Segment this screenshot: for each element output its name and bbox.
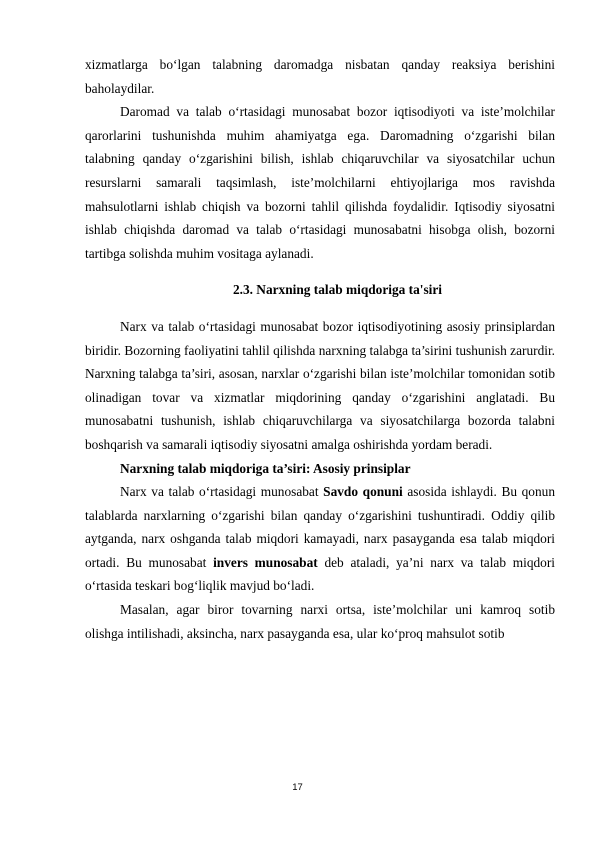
bold-term-inverse: invers munosabat [213, 554, 318, 570]
paragraph-law-text-2: asosida ishlaydi. Bu qonun talablarda narxlarning o‘zgarishi bilan qanday o‘zgarishini tushuntiradi. Oddiy qilib aytganda, narx oshganda talab miqdori kamayadi, narx pasayganda esa talab miqdori ortadi. Bu munosabat [85, 484, 555, 570]
page-body [85, 53, 555, 645]
paragraph-price-demand: Narx va talab o‘rtasidagi munosabat bozor iqtisodiyotining asosiy prinsiplardan biridir. Bozorning faoliyatini tahlil qilishda narxning talabga ta’sirini tushunish zarurdir. Narxning talabga ta’siri, asosan, narxlar o‘zgarishi bilan iste’molchilar tomonidan sotib olinadigan tovar va xizmatlar miqdorining qanday o‘zgarishini anglatadi. Bu munosabatni tushunish, ishlab chiqaruvchilarga va siyosatchilarga bozorda talabni boshqarish va samarali iqtisodiy siyosatni amalga oshirishda yordam beradi. [85, 318, 555, 452]
section-heading: 2.3. Narxning talab miqdoriga ta'siri [232, 282, 443, 298]
paragraph-law-text-3: deb ataladi, ya’ni narx va talab miqdori o‘rtasida teskari bog‘liqlik mavjud bo‘ladi. [85, 554, 556, 594]
page-number: 17 [292, 782, 303, 793]
bold-term-law: Savdo qonuni [323, 484, 403, 500]
paragraph-continuation: xizmatlarga bo‘lgan talabning daromadga nisbatan qanday reaksiya berishini baholaydilar. [85, 57, 555, 96]
paragraph-law [85, 480, 555, 598]
paragraph-law-text-1: Narx va talab o‘rtasidagi munosabat [120, 484, 324, 500]
subheading: Narxning talab miqdoriga ta’siri: Asosiy prinsiplar [120, 460, 411, 476]
paragraph-example: Masalan, agar biror tovarning narxi ortsa, iste’molchilar uni kamroq sotib olishga intilishadi, aksincha, narx pasayganda esa, ular ko‘proq mahsulot sotib [85, 602, 555, 641]
paragraph-income-demand: Daromad va talab o‘rtasidagi munosabat bozor iqtisodiyoti va iste’molchilar qarorlarini tushunishda muhim ahamiyatga ega. Daromadning o‘zgarishi bilan talabning qanday o‘zgarishini bilish, ishlab chiqaruvchilar va siyosatchilar uchun resurslarni samarali taqsimlash, iste’molchilarni ehtiyojlariga mos ravishda mahsulotlarni ishlab chiqish va bozorni tahlil qilishda foydalidir. Iqtisodiy siyosatni ishlab chiqishda daromad va talab o‘rtasidagi munosabatni hisobga olish, bozorni tartibga solishda muhim vositaga aylanadi. [85, 104, 555, 261]
